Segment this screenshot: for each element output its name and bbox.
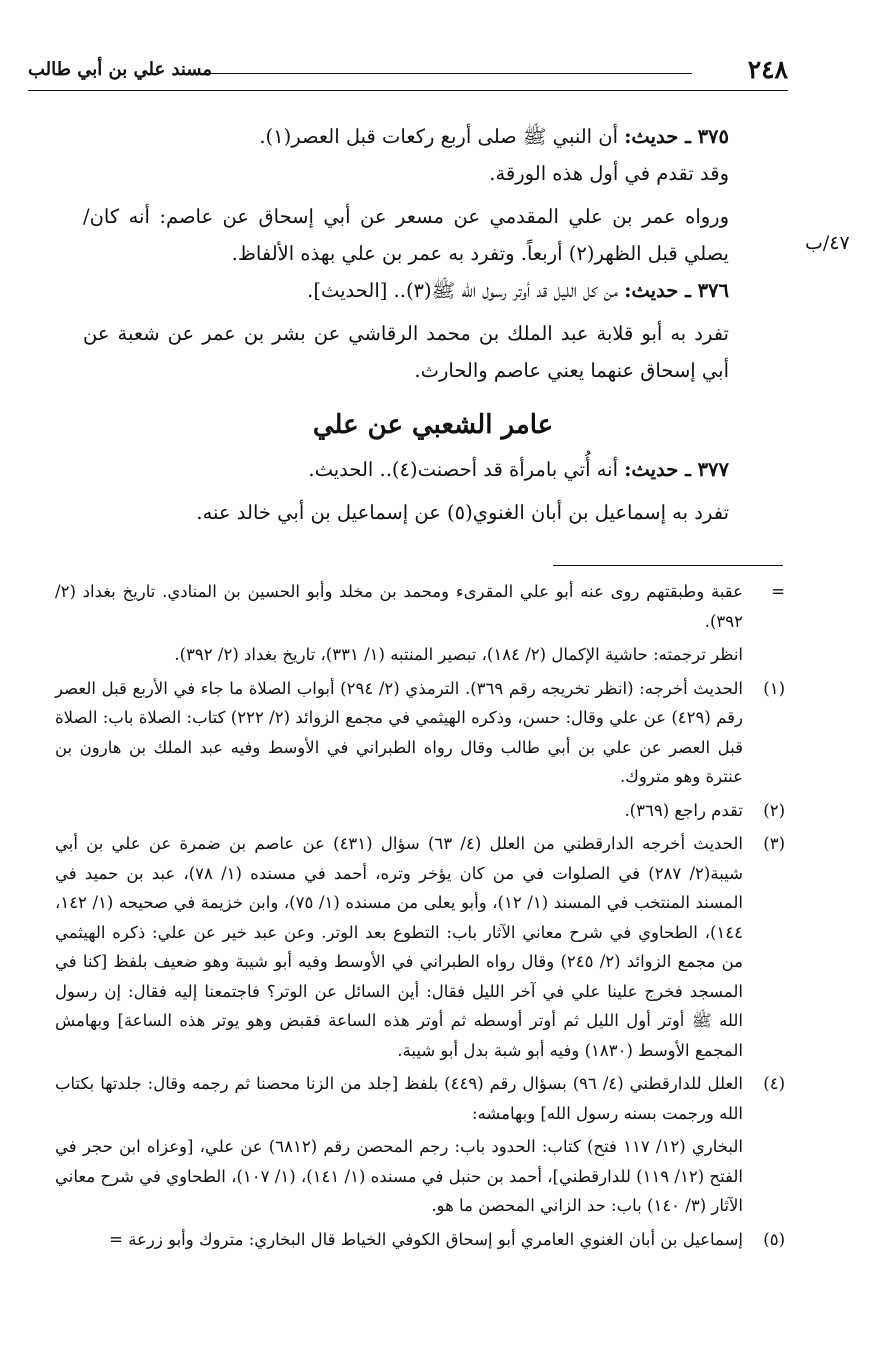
hadith-377 xyxy=(83,451,783,488)
hadith-number: ٣٧٥ ـ حديث: xyxy=(624,125,729,148)
footnote-marker: = xyxy=(771,582,785,601)
footnote-3 xyxy=(55,829,785,1065)
footnote-text: العلل للدارقطني (٤/ ٩٦) بسؤال رقم (٤٤٩) بلفظ [جلد من الزنا محصنا ثم رجمه وقال: جلدتها بكتاب الله ورجمت بسنه رسول الله] وبهامشه: xyxy=(55,1074,743,1123)
footnote-2 xyxy=(55,796,785,826)
hadith-375 xyxy=(83,118,783,155)
footnote-4 xyxy=(55,1069,785,1128)
footnote-text: الحديث أخرجه الدارقطني من العلل (٤/ ٦٣) سؤال (٤٣١) عن عاصم بن ضمرة عن علي بن أبي شيبة(٢/ ٢٨٧) في الصلوات في من كان يؤخر وتره، أحمد في مسنده (١/ ٧٨)، عبد بن حميد في المسند المنتخب في المسند (١/ ١٢)، وأبو يعلى من مسنده (١/ ٧٥)، وابن خزيمة في صحيحه (١/ ١٤٢، ١٤٤)، الطحاوي في شرح معاني الآثار باب: التطوع بعد الوتر. وعن عبد خير عن علي: ذكره الهيثمي من مجمع الزوائد (٢/ ٢٤٥) وقال رواه الطبراني في الأوسط وفيه أبو شيبة وهو ضعيف بلفظ [كنا في المسجد فخرج علينا علي في آخر الليل فقال: أين السائل عن الوتر؟ فاجتمعنا إليه فقال: إن رسول الله ﷺ أوتر أول الليل ثم أوتر أوسطه ثم أوتر هذه الساعة فقبض وهو يوتر هذه الساعة] وبهامش المجمع الأوسط (١٨٣٠) وفيه أبو شبة بدل أبو شيبة. xyxy=(55,834,743,1060)
hadith-text: أنه أُتي بامرأة قد أحصنت(٤).. الحديث. xyxy=(308,458,619,481)
footnote-continued xyxy=(55,577,785,636)
hadith-376 xyxy=(83,272,783,309)
footnote-text: إسماعيل بن أبان الغنوي العامري أبو إسحاق الكوفي الخياط قال البخاري: متروك وأبو زرعة = xyxy=(109,1229,743,1249)
manuscript-folio-note: ٤٧/ب xyxy=(805,232,850,254)
hadith-text: أن النبي ﷺ صلى أربع ركعات قبل العصر(١). xyxy=(259,125,619,148)
footnote-marker: (١) xyxy=(763,678,785,698)
footnote-separator xyxy=(553,565,783,566)
header-underline xyxy=(28,90,788,91)
footnote-marker: (٢) xyxy=(763,800,785,820)
footnote-text: الحديث أخرجه: (انظر تخريجه رقم ٣٦٩). الترمذي (٢/ ٢٩٤) أبواب الصلاة ما جاء في الأربع قبل العصر رقم (٤٢٩) عن علي وقال: حسن، وذكره الهيثمي في مجمع الزوائد (٢/ ٢٢٢) كتاب: الصلاة باب: الصلاة قبل العصر عن علي بن أبي طالب وقال رواه الطبراني في الأوسط وفيه عبد الملك بن هارون بن عنترة وهو متروك. xyxy=(55,678,743,786)
footnote-text: تقدم راجع (٣٦٩). xyxy=(624,800,743,820)
hadith-375-note: وقد تقدم في أول هذه الورقة. xyxy=(489,162,729,185)
footnotes xyxy=(55,577,785,1258)
footnote-marker: (٥) xyxy=(763,1229,785,1249)
running-title: مسند علي بن أبي طالب xyxy=(28,59,213,80)
footnote-4-extra: البخاري (١٢/ ١١٧ فتح) كتاب: الحدود باب: رجم المحصن رقم (٦٨١٢) عن علي، [وعزاه ابن حجر في الفتح (١٢/ ١١٩) للدارقطني]، أحمد بن حنبل في مسنده (١/ ١٤١)، (١/ ١٠٧)، الطحاوي في شرح معاني الآثار (٣/ ١٤٠) باب: حد الزاني المحصن ما هو. xyxy=(55,1137,744,1215)
footnote-5 xyxy=(55,1225,785,1255)
footnote-text: عقبة وطبقتهم روى عنه أبو علي المقرىء ومحمد بن مخلد وأبو الحسين بن المنادي. تاريخ بغداد (٢/ ٣٩٢). xyxy=(55,582,743,631)
footnote-marker: (٤) xyxy=(763,1074,785,1093)
section-title: عامر الشعبي عن علي xyxy=(312,410,554,440)
hadith-376-narration: تفرد به أبو قلابة عبد الملك بن محمد الرقاشي عن بشر بن عمر عن شعبة عن أبي إسحاق عنهما يعني عاصم والحارث. xyxy=(83,322,729,382)
hadith-number: ٣٧٧ ـ حديث: xyxy=(624,458,729,481)
hadith-377-narration: تفرد به إسماعيل بن أبان الغنوي(٥) عن إسماعيل بن أبي خالد عنه. xyxy=(196,501,729,524)
page-number: ٢٤٨ xyxy=(747,55,788,84)
hadith-text: من كل الليل قد أوتر رسول الله ﷺ(٣).. [الحديث]. xyxy=(307,279,619,302)
header-rule xyxy=(188,73,692,74)
page-header xyxy=(28,55,788,91)
hadith-375-narration: ورواه عمر بن علي المقدمي عن مسعر عن أبي إسحاق عن عاصم: أنه كان/ يصلي قبل الظهر(٢) أربعاً. وتفرد به عمر بن علي بهذه الألفاظ. xyxy=(83,205,729,265)
main-text xyxy=(83,118,783,531)
hadith-number: ٣٧٦ ـ حديث: xyxy=(624,279,729,302)
footnote-1 xyxy=(55,674,785,792)
footnote-continued-extra: انظر ترجمته: حاشية الإكمال (٢/ ١٨٤)، تبصير المنتبه (١/ ٣٣١)، تاريخ بغداد (٢/ ٣٩٢). xyxy=(174,645,743,664)
footnote-marker: (٣) xyxy=(763,834,785,853)
